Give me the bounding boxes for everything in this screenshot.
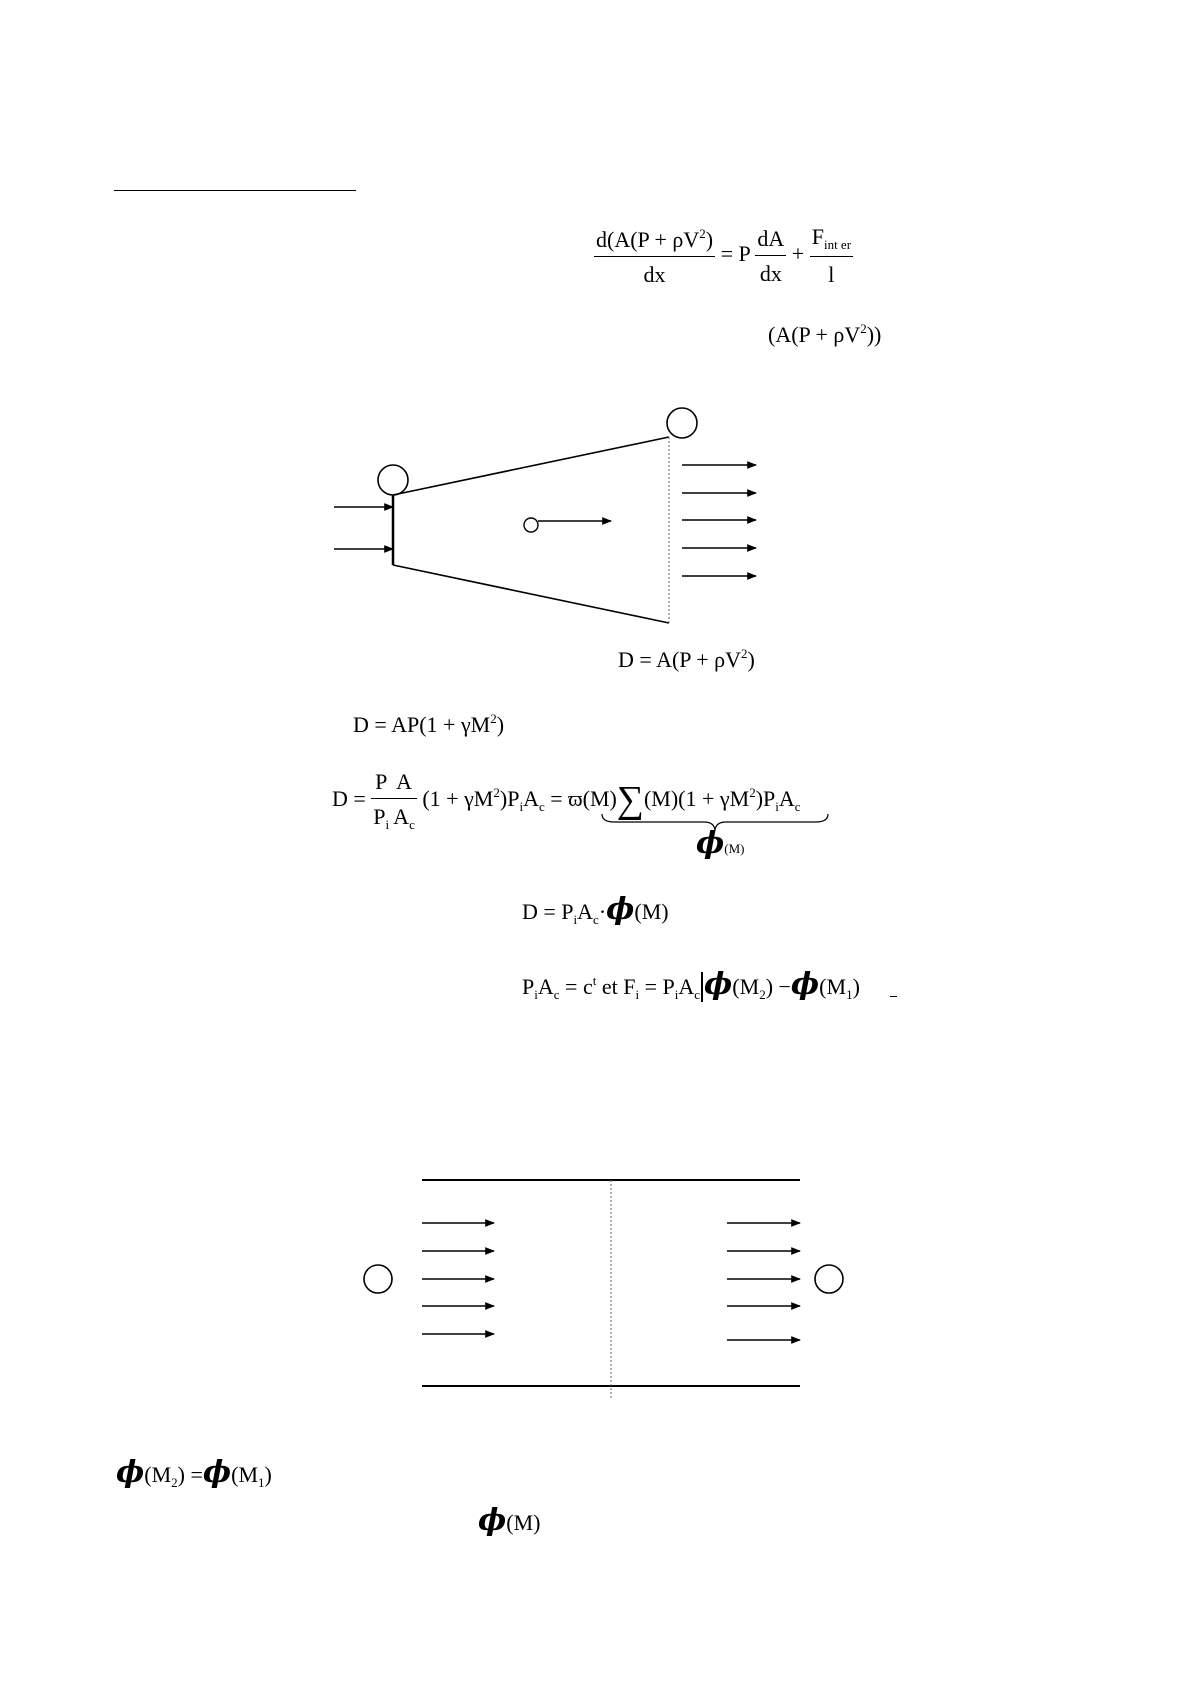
bracket-bar — [701, 972, 703, 1002]
center-point — [524, 518, 538, 532]
force-equation: $P_iA_c = c^t$ et $F_i = P_iA_c$ $\phi(M_2) -\phi(M_1)$ — [522, 967, 860, 1002]
small-dash — [890, 996, 897, 997]
lower-wall — [393, 565, 669, 623]
lhs-fraction: $\frac{d(A(P + \rho V^2)}{dx}$ — [596, 225, 714, 287]
section-1-marker — [378, 465, 408, 495]
nozzle-diagram — [0, 0, 1190, 700]
d-mach-equation: $D = AP(1 + \gamma M^2)$ — [353, 711, 505, 737]
phi-equality: $\phi(M_2) =\phi(M_1)$ — [116, 1455, 272, 1490]
section-1-marker — [364, 1265, 392, 1293]
duct-diagram — [0, 1150, 1190, 1410]
d-definition: $D = A(P + \rho V^2)$ — [618, 646, 755, 672]
brace-label: ϕ(M) — [696, 826, 745, 861]
dA-dx-fraction: $\frac{dA}{dx}$ — [757, 225, 785, 286]
phi-of-m: ϕ(M) — [478, 1503, 541, 1538]
upper-wall — [393, 437, 669, 495]
d-phi-equation: $D = P_iA_c\cdot\phi(M)$ — [522, 892, 669, 927]
d-expanded-equation: D = $\frac{P}{P_i}$ $\frac{A}{A_c}$ $(1 + \gamma M^2)P_iA_c = ϖ(M)\sum(M)(1 + \gamma M^2)P_iA_c$ — [332, 769, 801, 832]
section-2-marker — [667, 408, 697, 438]
brace-group: $ϖ(M)\sum(M)(1 + \gamma M^2)P$ — [568, 779, 776, 822]
momentum-equation: $\frac{d(A(P + \rho V^2)}{dx}$ = P $\frac{dA}{dx}$ + $\frac{F_{int er}}{l}$ — [596, 224, 852, 287]
impulse-term: $(A(P + \rho V^2))$ — [768, 321, 882, 347]
section-2-marker — [815, 1265, 843, 1293]
finter-fraction: $\frac{F_{int er}}{l}$ — [811, 224, 852, 287]
